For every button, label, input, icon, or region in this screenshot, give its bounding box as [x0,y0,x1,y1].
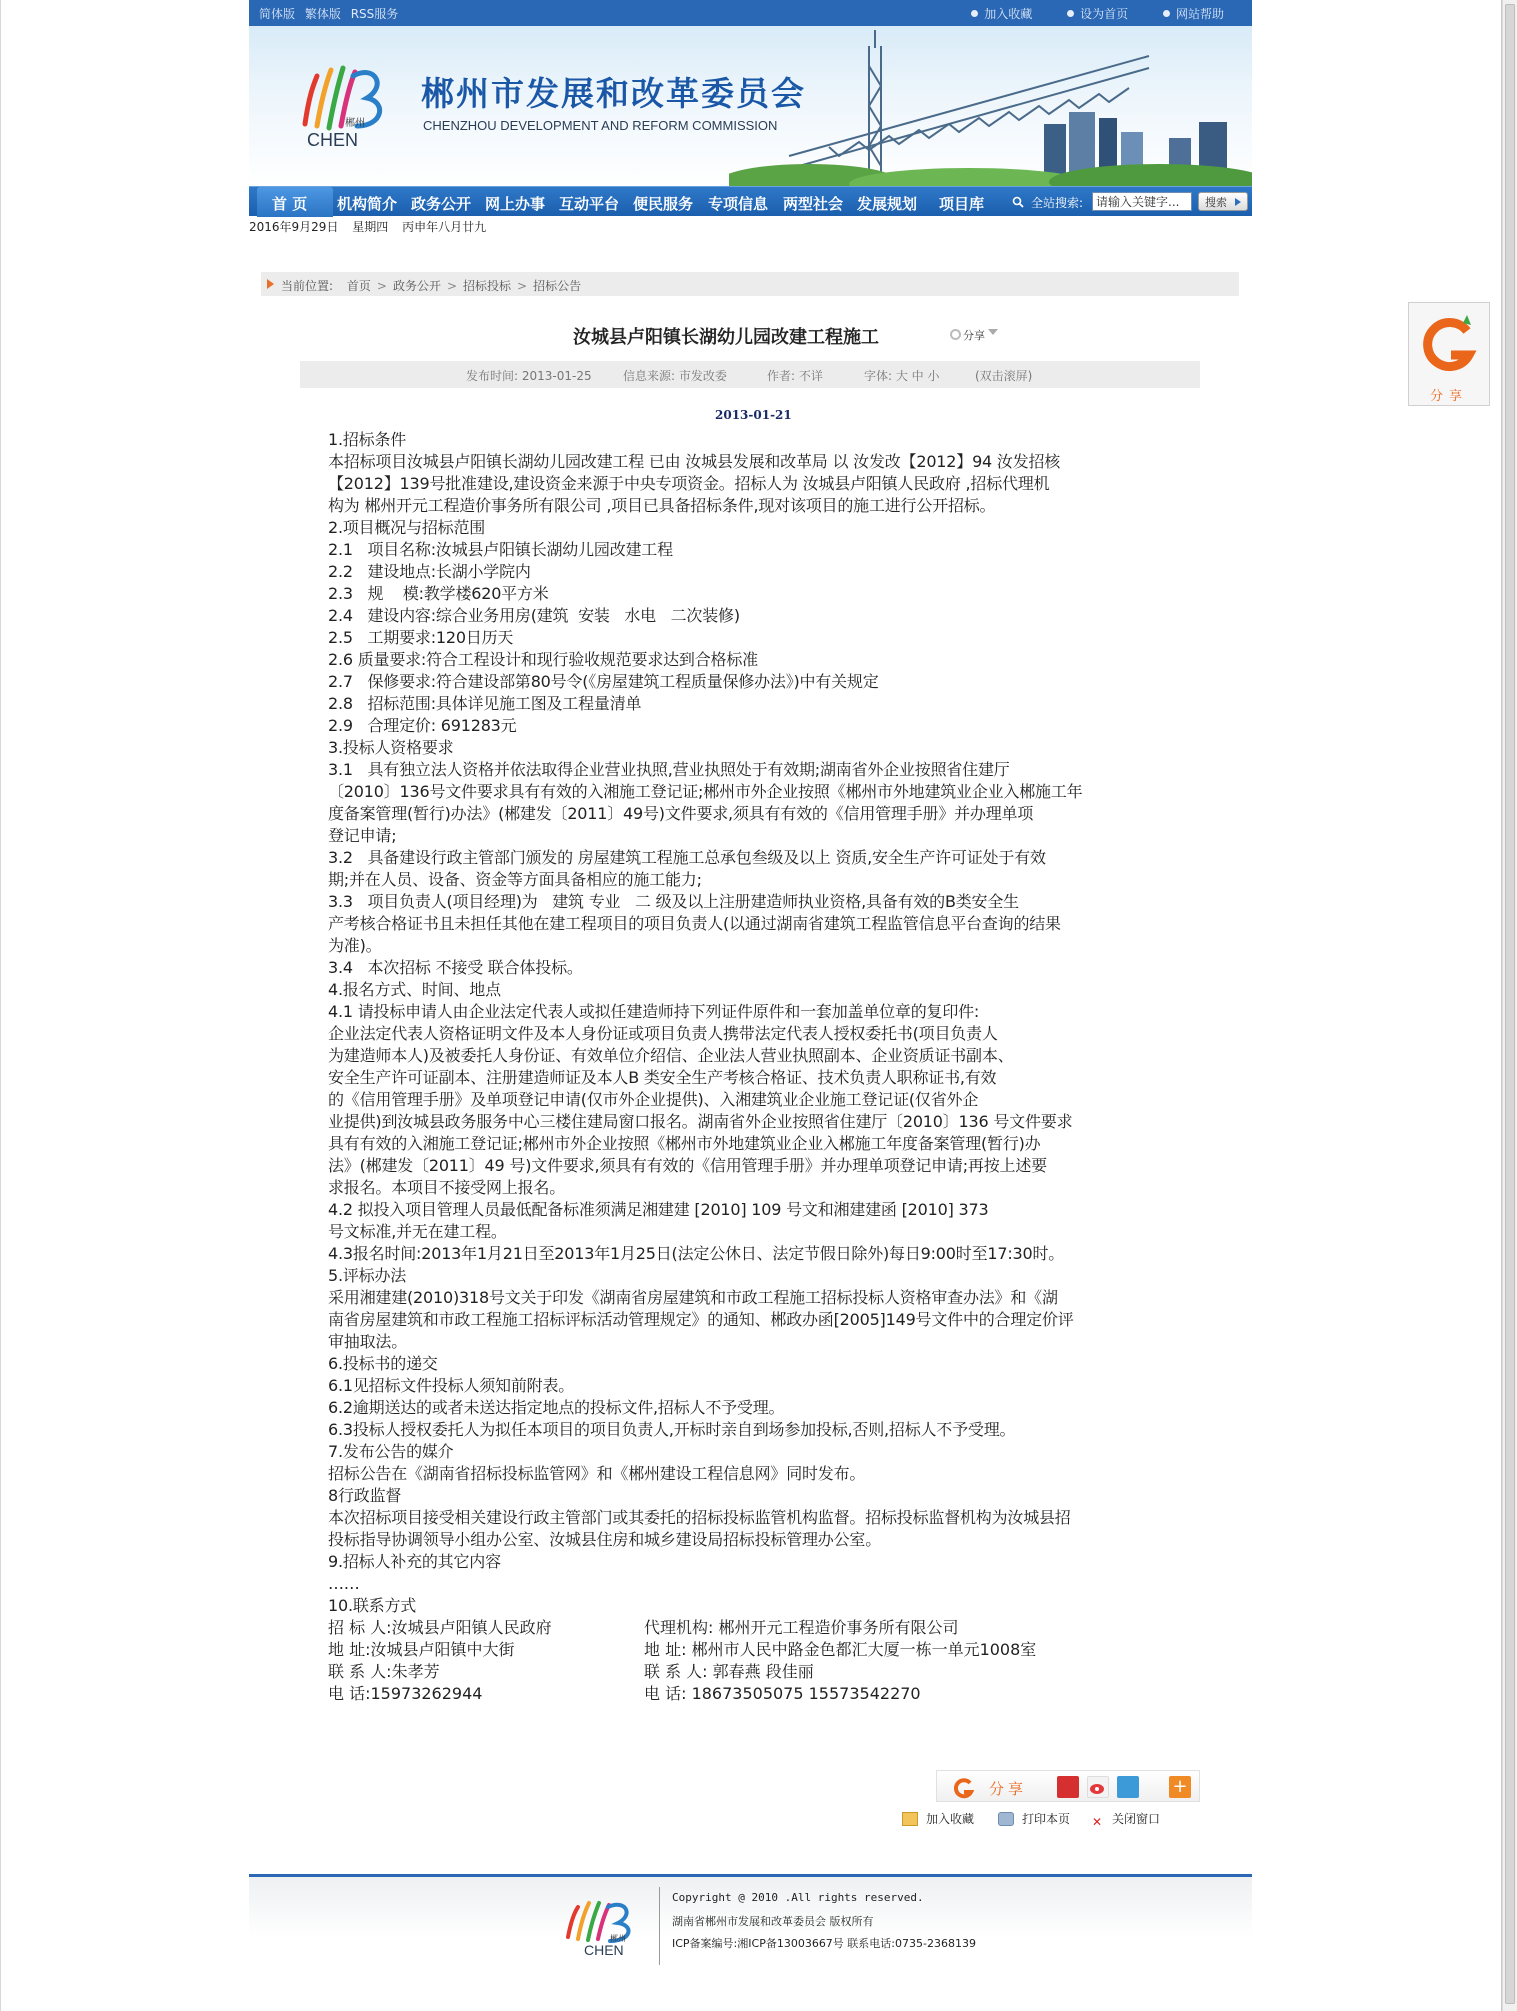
nav-about[interactable]: 机构简介 [337,195,398,213]
breadcrumb-arrow-icon [267,279,274,289]
search-input[interactable] [1092,192,1192,211]
article-line: 6.3投标人授权委托人为拟任本项目的项目负责人,开标时亲自到场参加投标,否则,招标人不予受理。 [328,1420,1016,1439]
article-line: 号文标准,并无在建工程。 [328,1222,507,1241]
contact-agency-cell: 联 系 人: 郭春燕 段佳丽 [644,1662,814,1681]
contact-agency-cell: 地 址: 郴州市人民中路金色都汇大厦一栋一单元1008室 [644,1640,1037,1659]
contact-tenderer-cell: 招 标 人:汝城县卢阳镇人民政府 [328,1618,552,1637]
article-line: 企业法定代表人资格证明文件及本人身份证或项目负责人携带法定代表人授权委托书(项目负责人 [328,1024,998,1043]
article-line: 法》(郴建发〔2011〕49 号)文件要求,须具有有效的《信用管理手册》并办理单项登记申请;再按上述要 [328,1156,1047,1175]
article-line: 求报名。本项目不接受网上报名。 [328,1178,566,1197]
nav-home[interactable]: 首 页 [272,195,308,213]
article-line: 审抽取法。 [328,1332,408,1351]
svg-text:郴州: 郴州 [610,1934,626,1943]
site-subtitle: CHENZHOU DEVELOPMENT AND REFORM COMMISSION [423,118,778,133]
article-line: 的《信用管理手册》及单项登记申请(仅市外企业提供)、入湘建筑业企业施工登记证(仅省外企 [328,1090,979,1109]
article-line: 构为 郴州开元工程造价事务所有限公司 ,项目已具备招标条件,现对该项目的施工进行公开招标。 [328,496,996,515]
nav-special-info[interactable]: 专项信息 [708,195,769,213]
nav-interaction[interactable]: 互动平台 [559,195,620,213]
nav-online-services[interactable]: 网上办事 [485,195,546,213]
add-favorite-link[interactable]: 加入收藏 [984,7,1033,21]
contact-row [328,1639,1180,1661]
info-source: 信息来源: 市发改委 [623,369,727,383]
breadcrumb: 当前位置: 首页 > 政务公开 > 招标投标 > 招标公告 [261,272,1239,296]
set-homepage-link[interactable]: 设为首页 [1080,7,1129,21]
contact-row [328,1617,1180,1639]
share-bar [936,1770,1200,1802]
footer-icp: ICP备案编号:湘ICP备13003667号 联系电话:0735-2368139 [672,1937,976,1950]
article-line: 招标公告在《湖南省招标投标监管网》和《郴州建设工程信息网》同时发布。 [328,1464,866,1483]
close-icon: ✕ [1091,1815,1103,1829]
article-line: 本招标项目汝城县卢阳镇长湖幼儿园改建工程 已由 汝城县发展和改革局 以 汝发改【2012】94 汝发招核 [328,452,1061,471]
article-line: 度备案管理(暂行)办法》(郴建发〔2011〕49号)文件要求,须具有有效的《信用管理手册》并办理单项 [328,804,1034,823]
article-line: 产考核合格证书且未担任其他在建工程项目的项目负责人(以通过湖南省建筑工程监管信息平台查询的结果 [328,914,1061,933]
footer-divider [659,1887,660,1965]
contact-tenderer-cell: 联 系 人:朱孝芳 [328,1662,440,1681]
contact-agency-cell: 电 话: 18673505075 15573542270 [644,1684,921,1703]
scrollbar-thumb[interactable] [1505,4,1515,2004]
floating-share-label: 分享 [1429,389,1468,404]
article-date: 2013-01-21 [715,408,792,422]
lang-traditional-link[interactable]: 繁体版 [304,7,341,21]
print-page-label: 打印本页 [1022,1812,1071,1826]
site-help-link[interactable]: 网站帮助 [1175,7,1224,21]
current-date: 2016年9月29日 [249,220,339,234]
article-line: 2.5 工期要求:120日历天 [328,628,514,647]
share-icon [950,329,961,340]
article-line: 期;并在人员、设备、资金等方面具备相应的施工能力; [328,870,702,889]
share-logo-icon [953,1777,975,1799]
article-line: 6.投标书的递交 [328,1354,438,1373]
footer-owner: 湖南省郴州市发展和改革委员会 版权所有 [672,1915,874,1928]
share-weibo-icon[interactable] [1087,1776,1109,1798]
article-line: 南省房屋建筑和市政工程施工招标评标活动管理规定》的通知、郴政办函[2005]149号文件中的合理定价评 [328,1310,1074,1329]
article-line: 1.招标条件 [328,430,407,449]
print-page-tool[interactable] [998,1810,1070,1827]
article-line: 2.3 规 模:教学楼620平方米 [328,584,549,603]
date-bar [249,218,1252,238]
nav-two-type-society[interactable]: 两型社会 [783,195,844,213]
article-line: 4.2 拟投入项目管理人员最低配备标准须满足湘建建 [2010] 109 号文和湘建建函 [2010] 373 [328,1200,989,1219]
article-line: 本次招标项目接受相关建设行政主管部门或其委托的招标投标监管机构监督。招标投标监督机构为汝城县招 [328,1508,1071,1527]
article-line: 登记申请; [328,826,397,845]
svg-text:CHEN: CHEN [584,1942,624,1958]
article-line: 2.4 建设内容:综合业务用房(建筑 安装 水电 二次装修) [328,606,740,625]
dblclick-scroll-hint: (双击滚屏) [975,369,1033,383]
article-line: 3.4 本次招标 不接受 联合体投标。 [328,958,583,977]
rss-link[interactable]: RSS服务 [350,7,399,21]
breadcrumb-bid-notice[interactable]: 招标公告 [533,279,582,293]
font-size-switcher[interactable]: 字体: 大 中 小 [864,369,940,383]
nav-gov-affairs[interactable]: 政务公开 [411,195,472,213]
contact-row [328,1683,1180,1705]
top-bar [249,0,1252,26]
share-more-icon[interactable]: + [1169,1776,1191,1798]
article-line: 【2012】139号批准建设,建设资金来源于中央专项资金。招标人为 汝城县卢阳镇人民政府 ,招标代理机 [328,474,1050,493]
article-line: 2.1 项目名称:汝城县卢阳镇长湖幼儿园改建工程 [328,540,673,559]
utility-links [940,5,1224,22]
article-line: 为准)。 [328,936,382,955]
article-line: 2.项目概况与招标范围 [328,518,486,537]
nav-development-planning[interactable]: 发展规划 [857,195,918,213]
article-line: 4.报名方式、时间、地点 [328,980,501,999]
chenzhou-logo[interactable] [287,46,399,156]
breadcrumb-gov-affairs[interactable]: 政务公开 [392,279,441,293]
share-dropdown[interactable] [950,327,998,343]
share-mini-label: 分享 [963,329,985,342]
print-icon [998,1812,1014,1826]
svg-text:郴州: 郴州 [345,118,365,129]
nav-public-services[interactable]: 便民服务 [633,195,694,213]
chevron-down-icon [988,329,998,335]
article-line: 〔2010〕136号文件要求具有有效的入湘施工登记证;郴州市外企业按照《郴州市外地建筑业企业入郴施工年 [328,782,1083,801]
article-line: 2.8 招标范围:具体详见施工图及工程量清单 [328,694,642,713]
nav-project-library[interactable]: 项目库 [939,195,985,213]
close-window-tool[interactable] [1090,1810,1160,1829]
breadcrumb-bidding[interactable]: 招标投标 [463,279,512,293]
article-line: 2.7 保修要求:符合建设部第80号令(《房屋建筑工程质量保修办法》)中有关规定 [328,672,879,691]
add-favorite-tool[interactable] [902,1810,974,1827]
floating-share-logo-icon [1423,313,1477,375]
article-line: 安全生产许可证副本、注册建造师证及本人B 类安全生产考核合格证、技术负责人职称证书,有效 [328,1068,997,1087]
article-line: 4.3报名时间:2013年1月21日至2013年1月25日(法定公休日、法定节假日除外)每日9:00时至17:30时。 [328,1244,1065,1263]
lunar-date: 丙申年八月廿九 [402,220,487,234]
article-line: 3.1 具有独立法人资格并依法取得企业营业执照,营业执照处于有效期;湖南省外企业按照省住建厅 [328,760,1010,779]
floating-share-button[interactable] [1408,302,1490,406]
svg-text:CHEN: CHEN [307,130,359,150]
main-nav [249,186,1252,216]
article-title: 汝城县卢阳镇长湖幼儿园改建工程施工 [573,327,879,348]
crane-skyline-illustration [729,26,1252,186]
contact-tenderer-cell: 地 址:汝城县卢阳镇中大街 [328,1640,515,1659]
contact-table [328,1617,1180,1705]
contact-tenderer-cell: 电 话:15973262944 [328,1684,483,1703]
article-line: 2.2 建设地点:长湖小学院内 [328,562,531,581]
vertical-scrollbar[interactable] [1502,0,1517,2011]
article-line: 业提供)到汝城县政务服务中心三楼住建局窗口报名。湖南省外企业按照省住建厅〔2010〕136 号文件要求 [328,1112,1073,1131]
article-line: 6.1见招标文件投标人须知前附表。 [328,1376,575,1395]
favorite-folder-icon [902,1812,918,1826]
article-line: 7.发布公告的媒介 [328,1442,454,1461]
article-line: 2.6 质量要求:符合工程设计和现行验收规范要求达到合格标准 [328,650,758,669]
article-line: 2.9 合理定价: 691283元 [328,716,517,735]
share-renren-icon[interactable] [1057,1776,1079,1798]
search-button[interactable]: 搜索 [1198,192,1248,211]
footer [249,1877,1252,1977]
article-line: 5.评标办法 [328,1266,407,1285]
article-line: 4.1 请投标申请人由企业法定代表人或拟任建造师持下列证件原件和一套加盖单位章的复印件: [328,1002,980,1021]
author: 作者: 不详 [767,369,823,383]
breadcrumb-home[interactable]: 首页 [346,279,371,293]
article-line: 采用湘建建(2010)318号文关于印发《湖南省房屋建筑和市政工程施工招标投标人资格审查办法》和《湖 [328,1288,1058,1307]
site-title: 郴州市发展和改革委员会 [421,74,806,113]
article-line: 具有有效的入湘施工登记证;郴州市外企业按照《郴州市外地建筑业企业入郴施工年度备案管理(暂行)办 [328,1134,1041,1153]
article-line: 10.联系方式 [328,1596,417,1615]
article-line: 3.2 具备建设行政主管部门颁发的 房屋建筑工程施工总承包叁级及以上 资质,安全生产许可证处于有效 [328,848,1046,867]
language-links [259,5,404,22]
article-meta [300,361,1200,388]
share-tencent-icon[interactable] [1117,1776,1139,1798]
footer-logo [554,1889,649,1959]
publish-time: 发布时间: 2013-01-25 [466,369,592,383]
article-line: 3.投标人资格要求 [328,738,454,757]
add-favorite-label: 加入收藏 [926,1812,975,1826]
current-weekday: 星期四 [352,220,389,234]
article-line: …… [328,1574,360,1593]
article-line: 投标指导协调领导小组办公室、汝城县住房和城乡建设局招标投标管理办公室。 [328,1530,882,1549]
article-line: 8行政监督 [328,1486,402,1505]
article-line: 为建造师本人)及被委托人身份证、有效单位介绍信、企业法人营业执照副本、企业资质证书副本、 [328,1046,1014,1065]
share-label: 分享 [989,1780,1028,1798]
footer-copyright: Copyright @ 2010 .All rights reserved. [672,1891,924,1904]
contact-agency-cell: 代理机构: 郴州开元工程造价事务所有限公司 [644,1618,959,1637]
search-label: 全站搜索: [1031,196,1084,210]
article-line: 3.3 项目负责人(项目经理)为 建筑 专业 二 级及以上注册建造师执业资格,具备有效的B类安全生 [328,892,1019,911]
search-icon [1012,196,1024,208]
article-line: 9.招标人补充的其它内容 [328,1552,501,1571]
lang-simplified-link[interactable]: 简体版 [259,7,296,21]
article-body [328,429,1180,1617]
article-line: 6.2逾期送达的或者未送达指定地点的投标文件,招标人不予受理。 [328,1398,785,1417]
breadcrumb-prefix: 当前位置: [281,279,334,293]
contact-row [328,1661,1180,1683]
header-banner [249,26,1252,186]
close-window-label: 关闭窗口 [1112,1812,1161,1826]
